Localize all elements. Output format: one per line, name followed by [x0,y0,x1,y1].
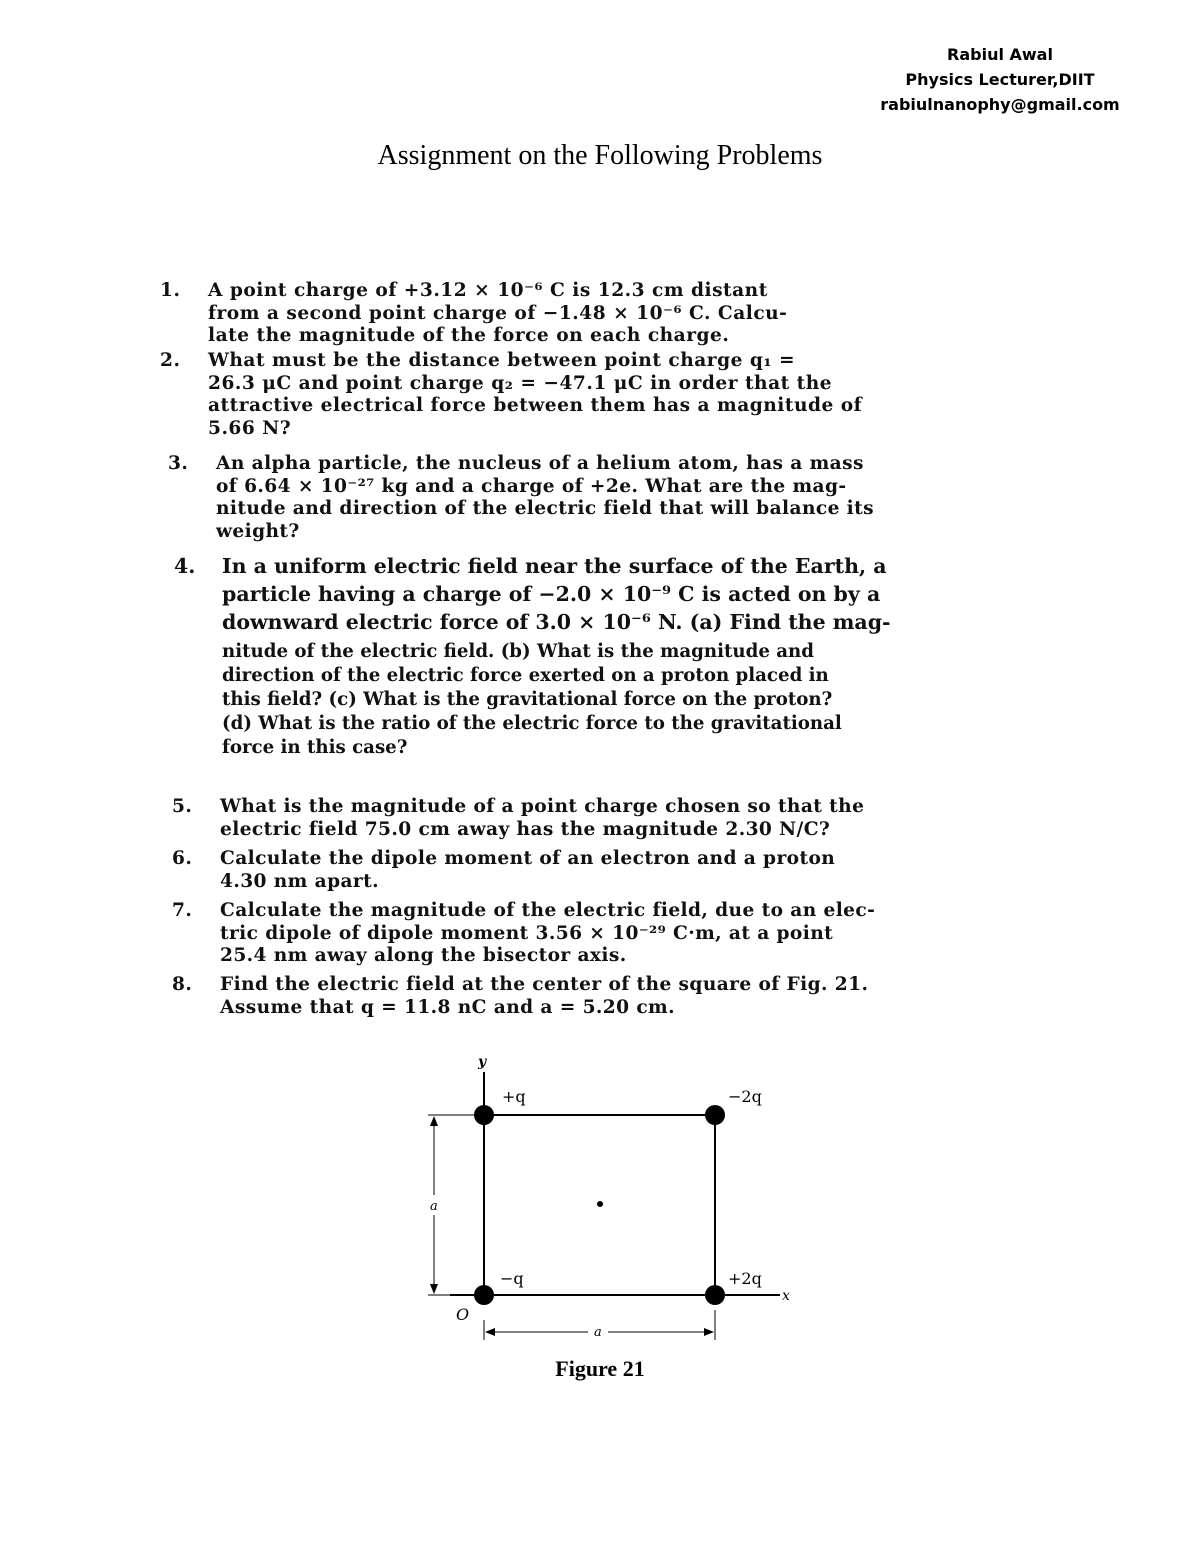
figure-caption: Figure 21 [555,1356,645,1381]
problem-line: nitude of the electric field. (b) What is the magnitude and [222,641,814,662]
problem-line: of 6.64 × 10⁻²⁷ kg and a charge of +2e. What are the mag- [216,475,847,497]
problem-line: An alpha particle, the nucleus of a helium atom, has a mass [216,453,864,474]
problem-5 [172,796,1072,841]
problem-4 [174,552,1074,760]
dimension-arrow [430,1116,438,1126]
problem-2 [160,350,1060,440]
author-name: Rabiul Awal [947,45,1053,64]
problem-line: 5.66 N? [208,417,292,439]
problem-line: tric dipole of dipole moment 3.56 × 10⁻²⁹ C·m, at a point [220,922,834,944]
problem-line: 25.4 nm away along the bisector axis. [220,945,627,966]
problem-line: 26.3 μC and point charge q₂ = −47.1 μC in order that the [208,372,833,394]
problem-3 [168,453,1068,543]
problem-line: direction of the electric force exerted on a proton placed in [222,665,829,686]
problem-number: 3. [168,453,189,474]
charge-label-plus-q: +q [502,1087,526,1106]
figure-21 [420,1052,800,1352]
charge-bottom-left [474,1285,494,1305]
problem-number: 6. [172,848,193,869]
problem-line: weight? [216,520,300,542]
side-vertical-label: a [430,1199,438,1214]
charge-label-minus-q: −q [500,1269,524,1288]
problem-line: Find the electric field at the center of the square of Fig. 21. [220,974,869,995]
problem-number: 2. [160,350,181,371]
problem-line: attractive electrical force between them has a magnitude of [208,395,863,416]
problem-line: Calculate the dipole moment of an electron and a proton [220,848,836,869]
problem-line: late the magnitude of the force on each charge. [208,325,730,346]
charge-label-minus-2q: −2q [728,1087,762,1106]
dimension-arrow [430,1284,438,1294]
problem-number: 1. [160,280,181,301]
page-title: Assignment on the Following Problems [377,140,823,171]
origin-label: O [456,1305,470,1324]
problem-6 [172,848,1072,893]
problem-line: nitude and direction of the electric field that will balance its [216,498,875,519]
problem-number: 5. [172,796,193,817]
author-position: Physics Lecturer,DIIT [905,70,1095,89]
charge-label-plus-2q: +2q [728,1269,762,1288]
problem-line: In a uniform electric field near the surface of the Earth, a [222,554,887,578]
author-email: rabiulnanophy@gmail.com [880,95,1120,114]
author-header [760,42,1200,117]
charge-top-right [705,1105,725,1125]
problem-line: A point charge of +3.12 × 10⁻⁶ C is 12.3 cm distant [208,280,768,301]
problem-number: 8. [172,974,193,995]
dimension-arrow [485,1328,495,1336]
problem-line: downward electric force of 3.0 × 10⁻⁶ N. (a) Find the mag- [222,610,891,634]
problem-line: Calculate the magnitude of the electric field, due to an elec- [220,900,876,921]
problem-1 [160,280,1060,348]
y-axis-label: y [478,1054,487,1070]
x-axis-label: x [782,1288,790,1304]
problem-number: 7. [172,900,193,921]
problem-line: 4.30 nm apart. [220,870,379,892]
charge-bottom-right [705,1285,725,1305]
problem-line: force in this case? [222,737,408,758]
problem-line: (d) What is the ratio of the electric force to the gravitational [222,713,842,734]
center-point [597,1201,603,1207]
problem-number: 4. [174,554,196,578]
problem-line: this field? (c) What is the gravitational force on the proton? [222,689,833,710]
problem-line: particle having a charge of −2.0 × 10⁻⁹ C is acted on by a [222,582,881,606]
side-horizontal-label: a [594,1325,602,1340]
problem-line: What is the magnitude of a point charge chosen so that the [220,796,865,817]
problem-7 [172,900,1072,968]
problem-line: from a second point charge of −1.48 × 10⁻⁶ C. Calcu- [208,302,788,324]
problem-8 [172,974,1072,1019]
charge-top-left [474,1105,494,1125]
problem-line: Assume that q = 11.8 nC and a = 5.20 cm. [220,996,675,1018]
problem-line: electric field 75.0 cm away has the magnitude 2.30 N/C? [220,818,831,840]
square-charge-diagram [420,1052,800,1352]
dimension-arrow [704,1328,714,1336]
problem-line: What must be the distance between point charge q₁ = [208,350,796,371]
